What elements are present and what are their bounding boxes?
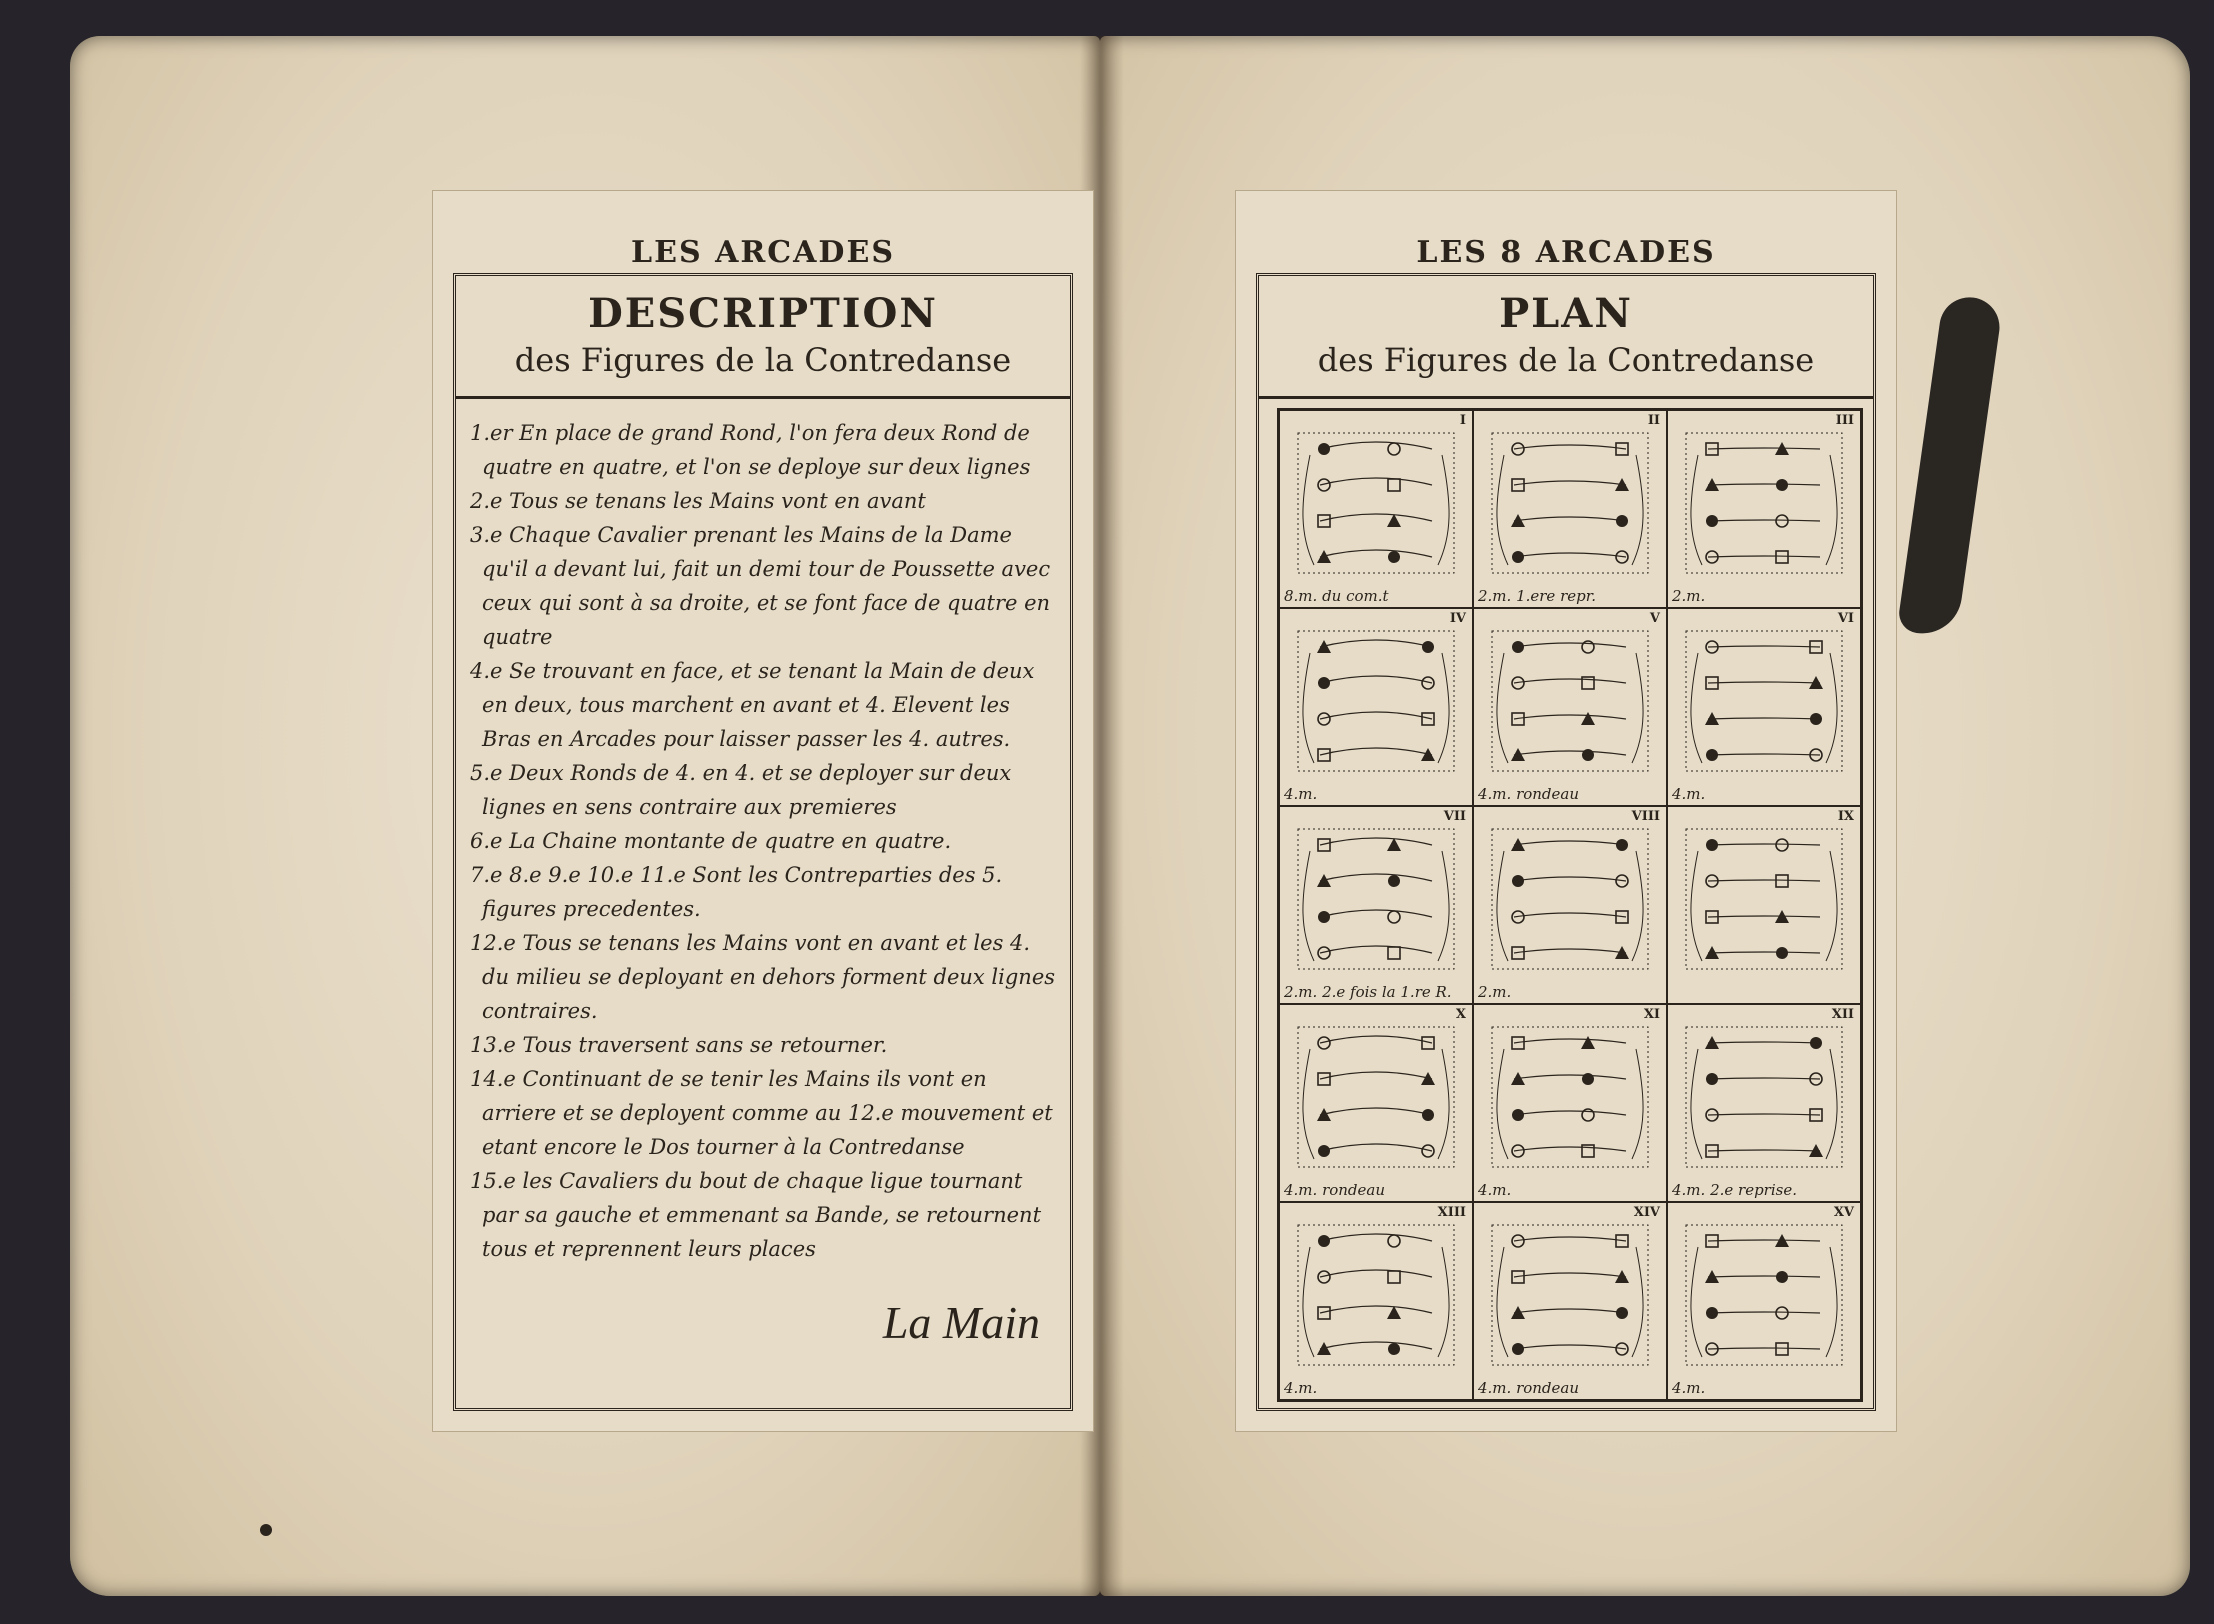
description-item: 3.e Chaque Cavalier prenant les Mains de la Dame qu'il a devant lui, fait un demi tour de Poussette avec ceux qui sont à sa droite, et se font face de quatre en quatre — [470, 523, 1051, 649]
figure-caption: 4.m. — [1284, 1379, 1318, 1397]
figure-number: VIII — [1631, 809, 1660, 824]
figure-caption: 4.m. rondeau — [1284, 1181, 1386, 1199]
figure-cell — [1279, 410, 1473, 608]
description-title-box — [456, 276, 1070, 399]
figure-number: I — [1459, 413, 1466, 428]
figure-number: VI — [1837, 611, 1854, 626]
figure-cell — [1279, 806, 1473, 1004]
figure-caption: 4.m. rondeau — [1478, 1379, 1580, 1397]
figure-cell — [1279, 1202, 1473, 1400]
figure-number: X — [1455, 1007, 1466, 1022]
figure-number: V — [1649, 611, 1660, 626]
dance-diagram — [1484, 821, 1656, 983]
description-item: 2.e Tous se tenans les Mains vont en avant — [470, 489, 926, 513]
description-item: 12.e Tous se tenans les Mains vont en avant et les 4. du milieu se deployant en dehors forment deux lignes contraires. — [470, 931, 1056, 1023]
dance-diagram — [1484, 1019, 1656, 1181]
figure-cell — [1473, 608, 1667, 806]
figure-number: VII — [1443, 809, 1466, 824]
description-item: 4.e Se trouvant en face, et se tenant la Main de deux en deux, tous marchent en avant et 4. Elevent les Bras en Arcades pour laisser passer les 4. autres. — [470, 659, 1035, 751]
right-running-head: LES 8 ARCADES — [1416, 235, 1716, 270]
dance-diagram — [1678, 1019, 1850, 1181]
dance-diagram — [1290, 1217, 1462, 1379]
description-subtitle: des Figures de la Contredanse — [514, 341, 1012, 379]
figure-number: IX — [1837, 809, 1854, 824]
figure-caption: 4.m. — [1478, 1181, 1512, 1199]
figure-cell — [1473, 1202, 1667, 1400]
description-item: 5.e Deux Ronds de 4. en 4. et se deployer sur deux lignes en sens contraire aux premieres — [470, 761, 1012, 819]
dance-diagram — [1678, 425, 1850, 587]
plan-title-box — [1259, 276, 1873, 399]
figure-caption: 4.m. — [1672, 1379, 1706, 1397]
figure-caption: 2.m. 1.ere repr. — [1478, 587, 1597, 605]
figure-cell — [1279, 608, 1473, 806]
figure-caption: 2.m. 2.e fois la 1.re R. — [1284, 983, 1452, 1001]
figure-cell — [1667, 608, 1861, 806]
figure-caption: 2.m. — [1672, 587, 1706, 605]
figure-caption: 4.m. — [1284, 785, 1318, 803]
dance-diagram — [1484, 623, 1656, 785]
description-item: 14.e Continuant de se tenir les Mains ils vont en arriere et se deployent comme au 12.e mouvement et etant encore le Dos tourner à la Contredanse — [470, 1067, 1053, 1159]
figure-number: II — [1647, 413, 1660, 428]
figure-cell — [1667, 806, 1861, 1004]
figure-caption: 4.m. 2.e reprise. — [1672, 1181, 1797, 1199]
figure-number: XV — [1833, 1205, 1854, 1220]
figure-cell — [1667, 1004, 1861, 1202]
figure-caption: 4.m. — [1672, 785, 1706, 803]
dance-diagram — [1678, 623, 1850, 785]
description-title: DESCRIPTION — [588, 290, 938, 337]
figure-caption: 8.m. du com.t — [1284, 587, 1389, 605]
description-item: 1.er En place de grand Rond, l'on fera deux Rond de quatre en quatre, et l'on se deploye sur deux lignes — [470, 421, 1031, 479]
figure-number: IV — [1449, 611, 1466, 626]
figure-number: XII — [1831, 1007, 1854, 1022]
dance-diagram — [1484, 1217, 1656, 1379]
figure-number: XIII — [1437, 1205, 1466, 1220]
description-item: 7.e 8.e 9.e 10.e 11.e Sont les Contreparties des 5. figures precedentes. — [470, 863, 1003, 921]
description-plate — [432, 190, 1094, 1432]
dance-diagram — [1290, 425, 1462, 587]
plan-title: PLAN — [1499, 290, 1633, 337]
dance-diagram — [1290, 821, 1462, 983]
dance-diagram — [1484, 425, 1656, 587]
figure-cell — [1667, 410, 1861, 608]
figure-caption: 4.m. rondeau — [1478, 785, 1580, 803]
figure-cell — [1279, 1004, 1473, 1202]
figure-number: XI — [1643, 1007, 1660, 1022]
left-running-head: LES ARCADES — [631, 235, 895, 270]
dance-diagram — [1290, 1019, 1462, 1181]
description-item: 15.e les Cavaliers du bout de chaque ligue tournant par sa gauche et emmenant sa Bande, se retournent tous et reprennent leurs places — [470, 1169, 1042, 1261]
figure-number: III — [1835, 413, 1854, 428]
engraver-signature: La Main — [882, 1297, 1040, 1348]
figure-grid — [1277, 408, 1863, 1402]
figure-cell — [1667, 1202, 1861, 1400]
figure-caption: 2.m. — [1478, 983, 1512, 1001]
figure-number: XIV — [1633, 1205, 1660, 1220]
description-item: 13.e Tous traversent sans se retourner. — [470, 1033, 888, 1057]
description-frame — [453, 273, 1073, 1411]
plan-plate — [1235, 190, 1897, 1432]
figure-cell — [1473, 806, 1667, 1004]
figure-cell — [1473, 410, 1667, 608]
plan-frame — [1256, 273, 1876, 1411]
dance-diagram — [1678, 1217, 1850, 1379]
dance-diagram — [1290, 623, 1462, 785]
open-book — [70, 36, 2190, 1596]
plan-subtitle: des Figures de la Contredanse — [1317, 341, 1815, 379]
figure-cell — [1473, 1004, 1667, 1202]
description-item: 6.e La Chaine montante de quatre en quatre. — [470, 829, 952, 853]
dance-diagram — [1678, 821, 1850, 983]
description-list — [470, 416, 1060, 1266]
ink-dot — [260, 1524, 272, 1536]
